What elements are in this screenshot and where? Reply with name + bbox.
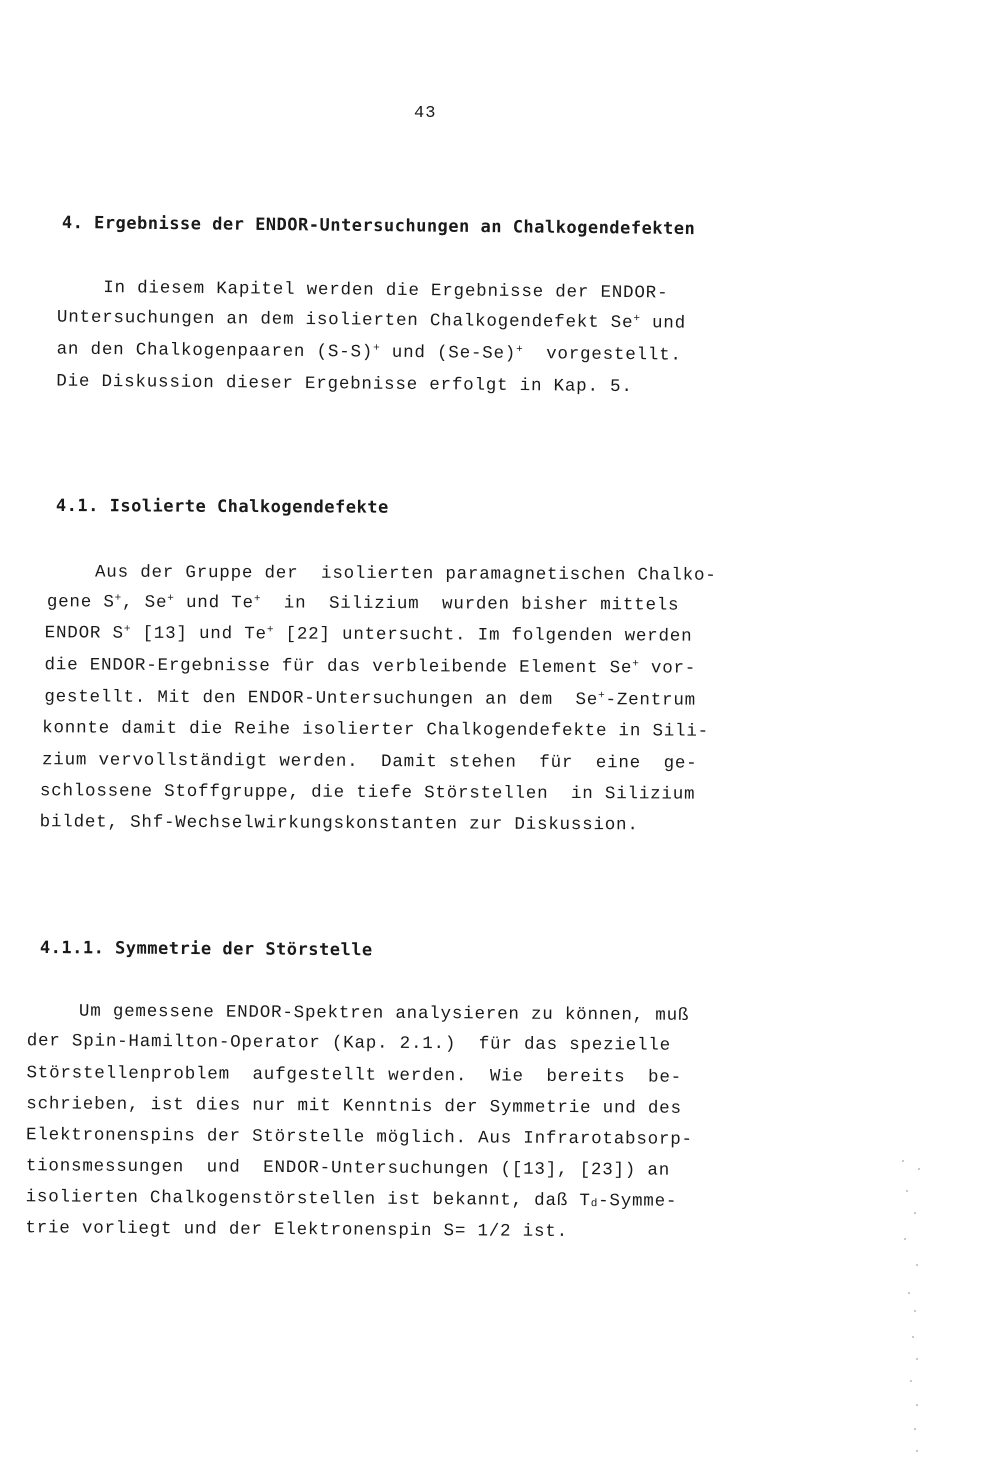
section-4-1-line-5: gestellt. Mit den ENDOR-Untersuchungen an dem Se+-Zentrum <box>44 687 697 711</box>
section-4-1-1-line-7: isolierten Chalkogenstörstellen ist bekannt, daß $T_d-Symme-$ <box>25 1187 678 1212</box>
section-4-1-line-1: Aus der Gruppe der isolierten paramagnetischen Chalko- <box>94 562 717 586</box>
section-4-1-1-line-2: der Spin-Hamilton-Operator (Kap. 2.1.) für das spezielle <box>26 1031 671 1056</box>
section-4-line-1: In diesem Kapitel werden die Ergebnisse der ENDOR- <box>103 278 669 304</box>
page-number: 43 <box>414 104 437 123</box>
section-4-1-1-line-4: schrieben, ist dies nur mit Kenntnis der Symmetrie und des <box>26 1094 682 1119</box>
section-4-1-1-line-1: Um gemessene ENDOR-Spektren analysieren zu können, muß <box>78 1001 690 1026</box>
section-4-1-line-6: konnte damit die Reihe isolierter Chalkogendefekte in Sili- <box>42 718 710 742</box>
section-4-heading: 4. Ergebnisse der ENDOR-Untersuchungen an Chalkogendefekten <box>61 213 696 240</box>
section-4-line-3: an den Chalkogenpaaren (S-S)+ und (Se-Se)+ vorgestellt. <box>56 339 682 366</box>
section-4-1-1-line-3: Störstellenproblem aufgestellt werden. Wie bereits be- <box>26 1063 683 1088</box>
section-4-line-2: Untersuchungen an dem isolierten Chalkogendefekt Se+ und <box>56 307 687 334</box>
scan-noise <box>896 1160 936 1460</box>
section-4-1-1-heading: 4.1.1. Symmetrie der Störstelle <box>39 938 373 961</box>
section-4-1-1-line-6: tionsmessungen und ENDOR-Untersuchungen ([13], [23]) an <box>25 1156 671 1181</box>
section-4-1-line-4: die ENDOR-Ergebnisse für das verbleibende Element Se+ vor- <box>44 655 697 679</box>
section-4-1-1-line-8: trie vorliegt und der Elektronenspin S= 1/2 ist. <box>25 1218 568 1242</box>
section-4-1-line-7: zium vervollständigt werden. Damit stehen für eine ge- <box>41 750 698 774</box>
section-4-line-4: Die Diskussion dieser Ergebnisse erfolgt in Kap. 5. <box>56 371 633 398</box>
section-4-1-heading: 4.1. Isolierte Chalkogendefekte <box>55 496 389 518</box>
section-4-1-line-3: ENDOR S+ [13] und Te+ [22] untersucht. Im folgenden werden <box>44 623 693 647</box>
section-4-1-line-8: schlossene Stoffgruppe, die tiefe Störstellen in Silizium <box>39 781 696 805</box>
section-4-1-line-9: bildet, Shf-Wechselwirkungskonstanten zur Diskussion. <box>39 812 639 836</box>
section-4-1-line-2: gene S+, Se+ und Te+ in Silizium wurden bisher mittels <box>46 592 680 616</box>
section-4-1-1-line-5: Elektronenspins der Störstelle möglich. Aus Infrarotabsorp- <box>26 1125 693 1150</box>
